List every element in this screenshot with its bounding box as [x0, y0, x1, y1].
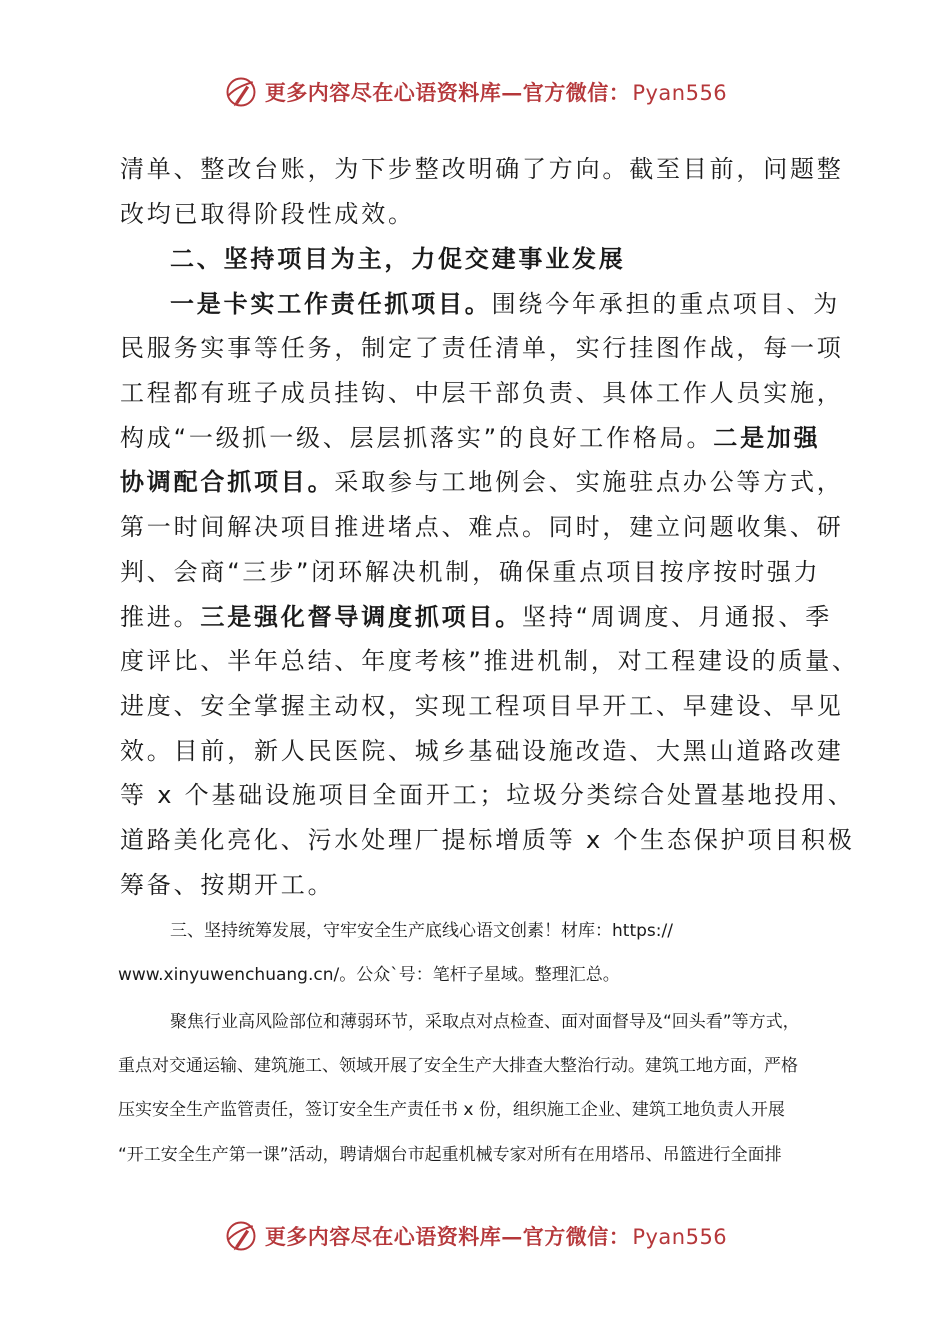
- text-line-small: 三、坚持统筹发展，守牢安全生产底线心语文创素！材库：https://: [170, 921, 673, 941]
- text-line: 效。目前，新人民医院、城乡基础设施改造、大黑山道路改建: [120, 737, 844, 765]
- wechat-id: Pyan556: [632, 81, 728, 105]
- bold-lead: 一是卡实工作责任抓项目。: [170, 290, 492, 318]
- wechat-id: Pyan556: [632, 1225, 728, 1249]
- text-line: 清单、整改台账，为下步整改明确了方向。截至目前，问题整: [120, 155, 844, 183]
- text-line: 构成“一级抓一级、层层抓落实”的良好工作格局。二是加强: [120, 424, 821, 452]
- section-heading: 二、坚持项目为主，力促交建事业发展: [170, 245, 626, 273]
- text-line: 协调配合抓项目。采取参与工地例会、实施驻点办公等方式，: [120, 468, 844, 496]
- text-line-small: 重点对交通运输、建筑施工、领域开展了安全生产大排查大整治行动。建筑工地方面，严格: [118, 1056, 798, 1076]
- text-line: 推进。三是强化督导调度抓项目。坚持“周调度、月通报、季: [120, 603, 833, 631]
- text-line: 度评比、半年总结、年度考核”推进机制，对工程建设的质量、: [120, 647, 859, 675]
- text-line: 进度、安全掌握主动权，实现工程项目早开工、早建设、早见: [120, 692, 844, 720]
- text-line: 民服务实事等任务，制定了责任清单，实行挂图作战，每一项: [120, 334, 844, 362]
- text-line-small: “开工安全生产第一课”活动，聘请烟台市起重机械专家对所有在用塔吊、吊篮进行全面排: [118, 1145, 782, 1165]
- text-line-small: www.xinyuwenchuang.cn/。公众`号：笔杆子星域。整理汇总。: [118, 965, 620, 985]
- text-line-small: 聚焦行业高风险部位和薄弱环节，采取点对点检查、面对面督导及“回头看”等方式，: [170, 1012, 800, 1032]
- bold-lead: 三是强化督导调度抓项目。: [200, 603, 523, 631]
- footer-banner: [0, 1216, 950, 1256]
- text-line: 改均已取得阶段性成效。: [120, 200, 415, 228]
- footer-text: 更多内容尽在心语资料库—官方微信：Pyan556: [264, 1224, 728, 1249]
- text-line: 道路美化亮化、污水处理厂提标增质等 x 个生态保护项目积极: [120, 826, 855, 854]
- text-line: 等 x 个基础设施项目全面开工；垃圾分类综合处置基地投用、: [120, 781, 855, 809]
- pen-logo-icon: [223, 1218, 259, 1254]
- pen-logo-icon: [223, 74, 259, 110]
- header-text: 更多内容尽在心语资料库—官方微信：Pyan556: [264, 80, 728, 105]
- text-line: 筹备、按期开工。: [120, 871, 335, 899]
- text-line: 工程都有班子成员挂钩、中层干部负责、具体工作人员实施，: [120, 379, 844, 407]
- text-line: 第一时间解决项目推进堵点、难点。同时，建立问题收集、研: [120, 513, 844, 541]
- text-line: 一是卡实工作责任抓项目。围绕今年承担的重点项目、为: [170, 290, 841, 318]
- header-banner: [0, 72, 950, 112]
- text-line: 判、会商“三步”闭环解决机制，确保重点项目按序按时强力: [120, 558, 821, 586]
- bold-lead: 二是加强: [713, 424, 821, 452]
- text-line-small: 压实安全生产监管责任，签订安全生产责任书 x 份，组织施工企业、建筑工地负责人开展: [118, 1100, 785, 1120]
- bold-lead: 协调配合抓项目。: [120, 468, 335, 496]
